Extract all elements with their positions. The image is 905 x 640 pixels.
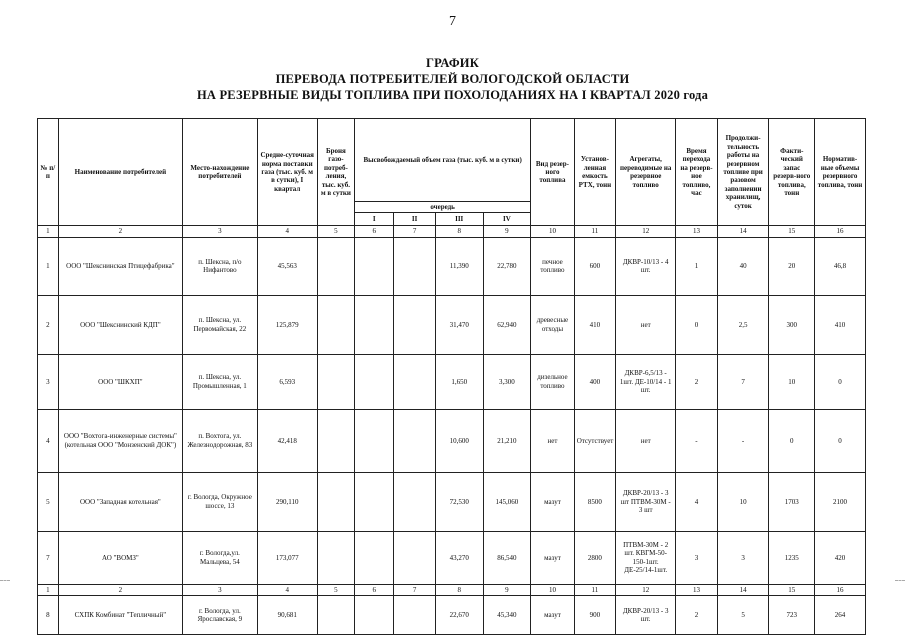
reserve <box>317 237 354 295</box>
col-number: 7 <box>394 584 435 595</box>
avg-norm: 173,077 <box>257 531 317 584</box>
norm-volume: 410 <box>815 295 866 354</box>
queue-2 <box>394 596 435 635</box>
queue-1 <box>355 295 394 354</box>
queue-1 <box>355 237 394 295</box>
queue-2 <box>394 531 435 584</box>
queue-1 <box>355 531 394 584</box>
consumer-name: ООО "ШКХП" <box>58 354 182 409</box>
row-number: 4 <box>38 409 59 472</box>
units: ДКВР-10/13 - 4 шт. <box>616 237 676 295</box>
queue-2 <box>394 472 435 531</box>
reserve <box>317 531 354 584</box>
reserve <box>317 472 354 531</box>
norm-volume: 0 <box>815 354 866 409</box>
col-number: 6 <box>355 226 394 237</box>
header-queue-3: III <box>435 213 483 226</box>
col-number: 12 <box>616 226 676 237</box>
duration: 5 <box>717 596 769 635</box>
row-number: 7 <box>38 531 59 584</box>
header-location: Место-нахождение потребителей <box>183 119 258 226</box>
units: ДКВР-20/13 - 3 шт. <box>616 596 676 635</box>
queue-3: 43,270 <box>435 531 483 584</box>
col-number: 12 <box>616 584 676 595</box>
table-row <box>38 531 866 584</box>
capacity: 410 <box>574 295 615 354</box>
column-number-row-repeat <box>38 584 866 595</box>
units: ПТВМ-30М - 2 шт. КВГМ-50-150-1шт. ДЕ-25/14-1шт. <box>616 531 676 584</box>
col-number: 16 <box>815 226 866 237</box>
fuel-type: мазут <box>531 531 575 584</box>
switch-time: - <box>676 409 717 472</box>
units: нет <box>616 409 676 472</box>
norm-volume: 46,8 <box>815 237 866 295</box>
consumer-location: п. Вохтога, ул. Железнодорожная, 83 <box>183 409 258 472</box>
col-number: 13 <box>676 584 717 595</box>
reserve <box>317 295 354 354</box>
queue-4: 3,300 <box>483 354 531 409</box>
table-row <box>38 237 866 295</box>
norm-volume: 264 <box>815 596 866 635</box>
header-actual-stock: Факти-ческий запас резерв-ного топлива, тонн <box>769 119 815 226</box>
actual-stock: 1703 <box>769 472 815 531</box>
actual-stock: 0 <box>769 409 815 472</box>
consumer-name: ООО "Вохтога-инженерные системы" (котельная ООО "Монзенский ДОК") <box>58 409 182 472</box>
fuel-type: дизельное топливо <box>531 354 575 409</box>
row-number: 5 <box>38 472 59 531</box>
fuel-type: нет <box>531 409 575 472</box>
switch-time: 0 <box>676 295 717 354</box>
header-units: Агрегаты, переводимые на резервное топливо <box>616 119 676 226</box>
queue-1 <box>355 409 394 472</box>
avg-norm: 45,563 <box>257 237 317 295</box>
consumer-name: АО "ВОМЗ" <box>58 531 182 584</box>
col-number: 11 <box>574 226 615 237</box>
avg-norm: 290,110 <box>257 472 317 531</box>
queue-2 <box>394 295 435 354</box>
norm-volume: 0 <box>815 409 866 472</box>
queue-4: 45,340 <box>483 596 531 635</box>
duration: - <box>717 409 769 472</box>
col-number: 4 <box>257 226 317 237</box>
header-released: Высвобождаемый объем газа (тыс. куб. м в сутки) <box>355 119 531 202</box>
consumer-location: г. Вологда, Окружное шоссе, 13 <box>183 472 258 531</box>
col-number: 15 <box>769 226 815 237</box>
queue-3: 31,470 <box>435 295 483 354</box>
capacity: Отсутствует <box>574 409 615 472</box>
capacity: 400 <box>574 354 615 409</box>
queue-3: 10,600 <box>435 409 483 472</box>
table-row <box>38 295 866 354</box>
fuel-type: печное топливо <box>531 237 575 295</box>
consumer-name: ООО "Шекснинская Птицефабрика" <box>58 237 182 295</box>
col-number: 8 <box>435 226 483 237</box>
avg-norm: 6,593 <box>257 354 317 409</box>
header-num: № п/п <box>38 119 59 226</box>
avg-norm: 90,681 <box>257 596 317 635</box>
col-number: 6 <box>355 584 394 595</box>
table-row <box>38 409 866 472</box>
col-number: 1 <box>38 226 59 237</box>
fuel-type: древесные отходы <box>531 295 575 354</box>
col-number: 13 <box>676 226 717 237</box>
queue-1 <box>355 472 394 531</box>
queue-4: 21,210 <box>483 409 531 472</box>
col-number: 1 <box>38 584 59 595</box>
duration: 7 <box>717 354 769 409</box>
switch-time: 1 <box>676 237 717 295</box>
duration: 2,5 <box>717 295 769 354</box>
col-number: 14 <box>717 226 769 237</box>
col-number: 9 <box>483 226 531 237</box>
col-number: 7 <box>394 226 435 237</box>
switch-time: 3 <box>676 531 717 584</box>
consumer-location: п. Шексна, ул. Промышленная, 1 <box>183 354 258 409</box>
col-number: 2 <box>58 584 182 595</box>
duration: 40 <box>717 237 769 295</box>
avg-norm: 125,879 <box>257 295 317 354</box>
table-row <box>38 354 866 409</box>
col-number: 5 <box>317 584 354 595</box>
row-number: 1 <box>38 237 59 295</box>
header-switch-time: Время перехода на резерв-ное топливо, час <box>676 119 717 226</box>
page-number: 7 <box>449 14 456 29</box>
queue-3: 72,530 <box>435 472 483 531</box>
page-cut-mark-left <box>0 580 10 581</box>
col-number: 4 <box>257 584 317 595</box>
queue-2 <box>394 237 435 295</box>
col-number: 5 <box>317 226 354 237</box>
consumer-name: ООО "Западная котельная" <box>58 472 182 531</box>
row-number: 8 <box>38 596 59 635</box>
header-avg-norm: Средне-суточная норма поставки газа (тыс. куб. м в сутки), I квартал <box>257 119 317 226</box>
queue-1 <box>355 354 394 409</box>
switch-time: 2 <box>676 354 717 409</box>
switch-time: 2 <box>676 596 717 635</box>
col-number: 11 <box>574 584 615 595</box>
queue-2 <box>394 409 435 472</box>
queue-2 <box>394 354 435 409</box>
col-number: 15 <box>769 584 815 595</box>
consumer-name: ООО "Шекснинский КДП" <box>58 295 182 354</box>
actual-stock: 10 <box>769 354 815 409</box>
header-queue: очередь <box>355 202 531 213</box>
header-duration: Продолжи-тельность работы на резервном топливе при разовом заполнении хранилищ, суток <box>717 119 769 226</box>
queue-4: 62,940 <box>483 295 531 354</box>
header-consumer: Наименование потребителей <box>58 119 182 226</box>
capacity: 2800 <box>574 531 615 584</box>
consumer-location: п. Шексна, ул. Первомайская, 22 <box>183 295 258 354</box>
queue-3: 22,670 <box>435 596 483 635</box>
header-queue-4: IV <box>483 213 531 226</box>
capacity: 8500 <box>574 472 615 531</box>
col-number: 14 <box>717 584 769 595</box>
row-number: 3 <box>38 354 59 409</box>
queue-3: 1,650 <box>435 354 483 409</box>
col-number: 9 <box>483 584 531 595</box>
norm-volume: 420 <box>815 531 866 584</box>
duration: 3 <box>717 531 769 584</box>
document-title: ГРАФИК <box>426 56 479 70</box>
queue-1 <box>355 596 394 635</box>
header-fuel-type: Вид резер-ного топлива <box>531 119 575 226</box>
actual-stock: 300 <box>769 295 815 354</box>
actual-stock: 723 <box>769 596 815 635</box>
units: нет <box>616 295 676 354</box>
table-row <box>38 596 866 635</box>
reserve <box>317 596 354 635</box>
col-number: 10 <box>531 226 575 237</box>
consumer-name: СХПК Комбинат "Тепличный" <box>58 596 182 635</box>
document-subtitle-1: ПЕРЕВОДА ПОТРЕБИТЕЛЕЙ ВОЛОГОДСКОЙ ОБЛАСТИ <box>275 72 630 86</box>
queue-4: 22,780 <box>483 237 531 295</box>
queue-3: 11,390 <box>435 237 483 295</box>
header-reserve: Броня газо-потреб-ления, тыс. куб. м в сутки <box>317 119 354 226</box>
document-subtitle-2: НА РЕЗЕРВНЫЕ ВИДЫ ТОПЛИВА ПРИ ПОХОЛОДАНИЯХ НА I КВАРТАЛ 2020 года <box>196 88 709 102</box>
capacity: 600 <box>574 237 615 295</box>
table-row <box>38 472 866 531</box>
fuel-type: мазут <box>531 596 575 635</box>
queue-4: 145,060 <box>483 472 531 531</box>
schedule-table <box>37 118 866 635</box>
col-number: 3 <box>183 584 258 595</box>
page-cut-mark-right <box>895 580 905 581</box>
norm-volume: 2100 <box>815 472 866 531</box>
capacity: 900 <box>574 596 615 635</box>
col-number: 16 <box>815 584 866 595</box>
header-capacity: Установ-ленная емкость РТХ, тонн <box>574 119 615 226</box>
header-norm-volume: Норматив-ные объемы резервного топлива, тонн <box>815 119 866 226</box>
actual-stock: 20 <box>769 237 815 295</box>
row-number: 2 <box>38 295 59 354</box>
fuel-type: мазут <box>531 472 575 531</box>
consumer-location: г. Вологда,ул. Мальцева, 54 <box>183 531 258 584</box>
consumer-location: г. Вологда, ул. Ярославская, 9 <box>183 596 258 635</box>
column-number-row <box>38 226 866 237</box>
actual-stock: 1235 <box>769 531 815 584</box>
col-number: 10 <box>531 584 575 595</box>
consumer-location: п. Шексна, п/о Нифантово <box>183 237 258 295</box>
header-queue-2: II <box>394 213 435 226</box>
queue-4: 86,540 <box>483 531 531 584</box>
duration: 10 <box>717 472 769 531</box>
col-number: 8 <box>435 584 483 595</box>
col-number: 3 <box>183 226 258 237</box>
col-number: 2 <box>58 226 182 237</box>
units: ДКВР-6,5/13 - 1шт. ДЕ-10/14 - 1 шт. <box>616 354 676 409</box>
reserve <box>317 409 354 472</box>
reserve <box>317 354 354 409</box>
switch-time: 4 <box>676 472 717 531</box>
avg-norm: 42,418 <box>257 409 317 472</box>
header-queue-1: I <box>355 213 394 226</box>
units: ДКВР-20/13 - 3 шт ПТВМ-30М - 3 шт <box>616 472 676 531</box>
